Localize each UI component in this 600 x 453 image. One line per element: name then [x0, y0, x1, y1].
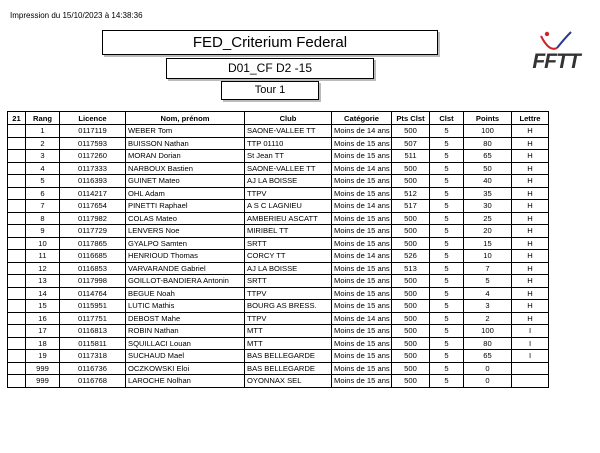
table-cell: 30	[464, 200, 512, 213]
column-header: 21	[8, 112, 26, 125]
row-margin-cell	[8, 125, 26, 138]
row-margin-cell	[8, 287, 26, 300]
table-cell: SAONE-VALLEE TT	[245, 125, 332, 138]
table-cell: Moins de 14 ans	[332, 250, 392, 263]
table-cell: Moins de 15 ans	[332, 362, 392, 375]
table-cell: H	[512, 225, 549, 238]
table-cell: 0114217	[60, 187, 126, 200]
table-cell: SRTT	[245, 275, 332, 288]
table-row	[8, 187, 549, 200]
table-cell: 16	[26, 312, 60, 325]
table-cell: Moins de 15 ans	[332, 150, 392, 163]
table-cell: 0116685	[60, 250, 126, 263]
table-cell: 5	[430, 337, 464, 350]
table-cell: 500	[392, 312, 430, 325]
table-cell: 0117119	[60, 125, 126, 138]
table-cell: VARVARANDE Gabriel	[126, 262, 245, 275]
table-cell: Moins de 15 ans	[332, 137, 392, 150]
table-cell: 2	[464, 312, 512, 325]
table-cell: 4	[26, 162, 60, 175]
table-cell: 15	[26, 300, 60, 313]
table-row	[8, 300, 549, 313]
table-row	[8, 375, 549, 388]
table-cell: 0116393	[60, 175, 126, 188]
table-cell: H	[512, 137, 549, 150]
table-cell: 5	[430, 300, 464, 313]
column-header: Rang	[26, 112, 60, 125]
table-cell: HENRIOUD Thomas	[126, 250, 245, 263]
table-cell: NARBOUX Bastien	[126, 162, 245, 175]
table-cell: Moins de 15 ans	[332, 375, 392, 388]
table-cell: AJ LA BOISSE	[245, 175, 332, 188]
table-cell: H	[512, 162, 549, 175]
table-row	[8, 200, 549, 213]
table-cell: 50	[464, 162, 512, 175]
table-cell: 8	[26, 212, 60, 225]
table-cell: CORCY TT	[245, 250, 332, 263]
table-cell: H	[512, 150, 549, 163]
table-row	[8, 212, 549, 225]
table-cell: H	[512, 200, 549, 213]
row-margin-cell	[8, 137, 26, 150]
table-cell: 5	[26, 175, 60, 188]
table-cell: 10	[26, 237, 60, 250]
print-timestamp: Impression du 15/10/2023 à 14:38:36	[10, 11, 143, 20]
table-cell: 500	[392, 362, 430, 375]
table-row	[8, 137, 549, 150]
table-cell: 500	[392, 225, 430, 238]
table-cell: 6	[26, 187, 60, 200]
table-cell: Moins de 15 ans	[332, 325, 392, 338]
table-cell: 507	[392, 137, 430, 150]
table-cell: I	[512, 325, 549, 338]
row-margin-cell	[8, 225, 26, 238]
table-cell: 12	[26, 262, 60, 275]
table-cell: 4	[464, 287, 512, 300]
column-header: Catégorie	[332, 112, 392, 125]
row-margin-cell	[8, 337, 26, 350]
table-row	[8, 337, 549, 350]
table-cell	[512, 362, 549, 375]
table-cell	[512, 375, 549, 388]
table-cell: 0115811	[60, 337, 126, 350]
table-cell: 80	[464, 337, 512, 350]
row-margin-cell	[8, 350, 26, 363]
table-cell: SRTT	[245, 237, 332, 250]
table-cell: 500	[392, 300, 430, 313]
table-cell: 13	[26, 275, 60, 288]
table-cell: H	[512, 175, 549, 188]
row-margin-cell	[8, 250, 26, 263]
row-margin-cell	[8, 237, 26, 250]
ranking-table	[7, 111, 549, 388]
table-cell: H	[512, 212, 549, 225]
table-cell: 999	[26, 375, 60, 388]
table-cell: 7	[26, 200, 60, 213]
table-row	[8, 262, 549, 275]
table-cell: H	[512, 187, 549, 200]
table-cell: 526	[392, 250, 430, 263]
table-row	[8, 250, 549, 263]
column-header: Pts Clst	[392, 112, 430, 125]
table-cell: 10	[464, 250, 512, 263]
table-row	[8, 275, 549, 288]
table-cell: 5	[430, 175, 464, 188]
page-title: FED_Criterium Federal	[102, 30, 438, 55]
table-cell: 14	[26, 287, 60, 300]
logo-text: FFTT	[532, 50, 580, 73]
table-cell: H	[512, 300, 549, 313]
table-cell: Moins de 14 ans	[332, 312, 392, 325]
table-cell: BUISSON Nathan	[126, 137, 245, 150]
column-header: Lettre	[512, 112, 549, 125]
table-cell: 80	[464, 137, 512, 150]
table-cell: 18	[26, 337, 60, 350]
table-cell: Moins de 15 ans	[332, 237, 392, 250]
row-margin-cell	[8, 362, 26, 375]
column-header: Club	[245, 112, 332, 125]
table-row	[8, 125, 549, 138]
table-cell: 5	[430, 262, 464, 275]
table-cell: A S C LAGNIEU	[245, 200, 332, 213]
table-cell: 1	[26, 125, 60, 138]
table-cell: 5	[430, 237, 464, 250]
row-margin-cell	[8, 150, 26, 163]
column-header: Licence	[60, 112, 126, 125]
table-cell: 5	[464, 275, 512, 288]
table-cell: 0117593	[60, 137, 126, 150]
table-cell: DEBOST Mahe	[126, 312, 245, 325]
table-cell: 500	[392, 212, 430, 225]
table-cell: 500	[392, 275, 430, 288]
table-cell: MTT	[245, 337, 332, 350]
tour-label: Tour 1	[221, 81, 319, 100]
table-row	[8, 175, 549, 188]
table-cell: GYALPO Samten	[126, 237, 245, 250]
table-cell: 0117751	[60, 312, 126, 325]
table-cell: 0117318	[60, 350, 126, 363]
table-cell: Moins de 15 ans	[332, 212, 392, 225]
table-row	[8, 325, 549, 338]
row-margin-cell	[8, 300, 26, 313]
table-cell: 5	[430, 187, 464, 200]
table-cell: 7	[464, 262, 512, 275]
table-cell: I	[512, 337, 549, 350]
table-cell: 5	[430, 225, 464, 238]
table-cell: 0117865	[60, 237, 126, 250]
table-cell: 0116813	[60, 325, 126, 338]
table-cell: BAS BELLEGARDE	[245, 350, 332, 363]
table-cell: SAONE-VALLEE TT	[245, 162, 332, 175]
table-row	[8, 287, 549, 300]
table-cell: BAS BELLEGARDE	[245, 362, 332, 375]
table-cell: SQUILLACI Louan	[126, 337, 245, 350]
table-cell: 500	[392, 325, 430, 338]
table-cell: H	[512, 287, 549, 300]
row-margin-cell	[8, 187, 26, 200]
row-margin-cell	[8, 175, 26, 188]
table-cell: 3	[464, 300, 512, 313]
table-cell: H	[512, 262, 549, 275]
table-cell: 65	[464, 150, 512, 163]
table-cell: 517	[392, 200, 430, 213]
table-cell: TTP 01110	[245, 137, 332, 150]
table-cell: LENVERS Noe	[126, 225, 245, 238]
table-cell: 0116853	[60, 262, 126, 275]
table-cell: ROBIN Nathan	[126, 325, 245, 338]
table-cell: AMBERIEU ASCATT	[245, 212, 332, 225]
row-margin-cell	[8, 312, 26, 325]
table-cell: H	[512, 275, 549, 288]
table-cell: H	[512, 237, 549, 250]
row-margin-cell	[8, 262, 26, 275]
table-cell: 5	[430, 137, 464, 150]
table-cell: OHL Adam	[126, 187, 245, 200]
table-cell: 0	[464, 375, 512, 388]
table-cell: 513	[392, 262, 430, 275]
table-cell: LUTIC Mathis	[126, 300, 245, 313]
table-cell: 5	[430, 150, 464, 163]
table-cell: 17	[26, 325, 60, 338]
table-cell: 5	[430, 287, 464, 300]
table-cell: WEBER Tom	[126, 125, 245, 138]
table-cell: 0114764	[60, 287, 126, 300]
table-cell: MORAN Dorian	[126, 150, 245, 163]
table-cell: 999	[26, 362, 60, 375]
table-cell: 5	[430, 325, 464, 338]
table-cell: 20	[464, 225, 512, 238]
table-cell: 500	[392, 162, 430, 175]
table-cell: I	[512, 350, 549, 363]
table-cell: 11	[26, 250, 60, 263]
table-cell: 40	[464, 175, 512, 188]
table-cell: 65	[464, 350, 512, 363]
table-cell: H	[512, 250, 549, 263]
table-cell: Moins de 15 ans	[332, 287, 392, 300]
table-cell: 0117998	[60, 275, 126, 288]
table-cell: 0117260	[60, 150, 126, 163]
fftt-logo	[525, 30, 587, 76]
table-cell: Moins de 15 ans	[332, 275, 392, 288]
row-margin-cell	[8, 375, 26, 388]
table-cell: TTPV	[245, 287, 332, 300]
table-cell: BEGUE Noah	[126, 287, 245, 300]
row-margin-cell	[8, 200, 26, 213]
table-cell: GUINET Mateo	[126, 175, 245, 188]
table-cell: 5	[430, 312, 464, 325]
table-cell: Moins de 15 ans	[332, 187, 392, 200]
table-row	[8, 162, 549, 175]
table-cell: Moins de 15 ans	[332, 175, 392, 188]
table-cell: TTPV	[245, 187, 332, 200]
table-cell: LAROCHE Nolhan	[126, 375, 245, 388]
table-cell: H	[512, 125, 549, 138]
table-cell: 5	[430, 362, 464, 375]
table-cell: Moins de 15 ans	[332, 300, 392, 313]
table-cell: 0116768	[60, 375, 126, 388]
table-cell: 100	[464, 325, 512, 338]
table-cell: MIRIBEL TT	[245, 225, 332, 238]
table-row	[8, 312, 549, 325]
table-cell: H	[512, 312, 549, 325]
table-cell: SUCHAUD Mael	[126, 350, 245, 363]
table-cell: 5	[430, 250, 464, 263]
column-header: Clst	[430, 112, 464, 125]
table-cell: 35	[464, 187, 512, 200]
row-margin-cell	[8, 162, 26, 175]
table-cell: 500	[392, 125, 430, 138]
table-row	[8, 150, 549, 163]
table-cell: 5	[430, 212, 464, 225]
table-cell: Moins de 15 ans	[332, 337, 392, 350]
table-header-row	[8, 112, 549, 125]
table-cell: 5	[430, 125, 464, 138]
table-cell: 3	[26, 150, 60, 163]
table-cell: 5	[430, 162, 464, 175]
table-cell: 15	[464, 237, 512, 250]
table-cell: Moins de 14 ans	[332, 125, 392, 138]
table-cell: Moins de 14 ans	[332, 162, 392, 175]
table-cell: 500	[392, 237, 430, 250]
division-subtitle: D01_CF D2 -15	[166, 58, 374, 79]
table-cell: OCZKOWSKI Eloi	[126, 362, 245, 375]
table-cell: BOURG AS BRESS.	[245, 300, 332, 313]
row-margin-cell	[8, 325, 26, 338]
table-cell: MTT	[245, 325, 332, 338]
table-body	[8, 125, 549, 388]
table-cell: 0117982	[60, 212, 126, 225]
table-cell: 5	[430, 275, 464, 288]
table-cell: 500	[392, 337, 430, 350]
table-cell: 0	[464, 362, 512, 375]
table-cell: 2	[26, 137, 60, 150]
table-cell: 512	[392, 187, 430, 200]
table-cell: 500	[392, 175, 430, 188]
table-row	[8, 362, 549, 375]
table-row	[8, 225, 549, 238]
table-cell: Moins de 14 ans	[332, 200, 392, 213]
table-cell: OYONNAX SEL	[245, 375, 332, 388]
table-cell: 500	[392, 287, 430, 300]
table-cell: GOILLOT-BANDIERA Antonin	[126, 275, 245, 288]
table-cell: 9	[26, 225, 60, 238]
column-header: Nom, prénom	[126, 112, 245, 125]
table-row	[8, 237, 549, 250]
table-row	[8, 350, 549, 363]
table-cell: 500	[392, 375, 430, 388]
row-margin-cell	[8, 212, 26, 225]
table-cell: 0115951	[60, 300, 126, 313]
table-cell: 5	[430, 375, 464, 388]
table-cell: Moins de 15 ans	[332, 225, 392, 238]
table-cell: 0117654	[60, 200, 126, 213]
table-cell: Moins de 15 ans	[332, 262, 392, 275]
table-cell: 100	[464, 125, 512, 138]
table-cell: Moins de 15 ans	[332, 350, 392, 363]
table-cell: 25	[464, 212, 512, 225]
table-cell: COLAS Mateo	[126, 212, 245, 225]
table-cell: AJ LA BOISSE	[245, 262, 332, 275]
table-cell: 19	[26, 350, 60, 363]
table-cell: 0116736	[60, 362, 126, 375]
table-cell: PINETTI Raphael	[126, 200, 245, 213]
column-header: Points	[464, 112, 512, 125]
table-cell: 511	[392, 150, 430, 163]
row-margin-cell	[8, 275, 26, 288]
table-cell: 5	[430, 350, 464, 363]
table-cell: 500	[392, 350, 430, 363]
table-cell: 5	[430, 200, 464, 213]
table-cell: TTPV	[245, 312, 332, 325]
table-cell: St Jean TT	[245, 150, 332, 163]
table-cell: 0117729	[60, 225, 126, 238]
table-cell: 0117333	[60, 162, 126, 175]
